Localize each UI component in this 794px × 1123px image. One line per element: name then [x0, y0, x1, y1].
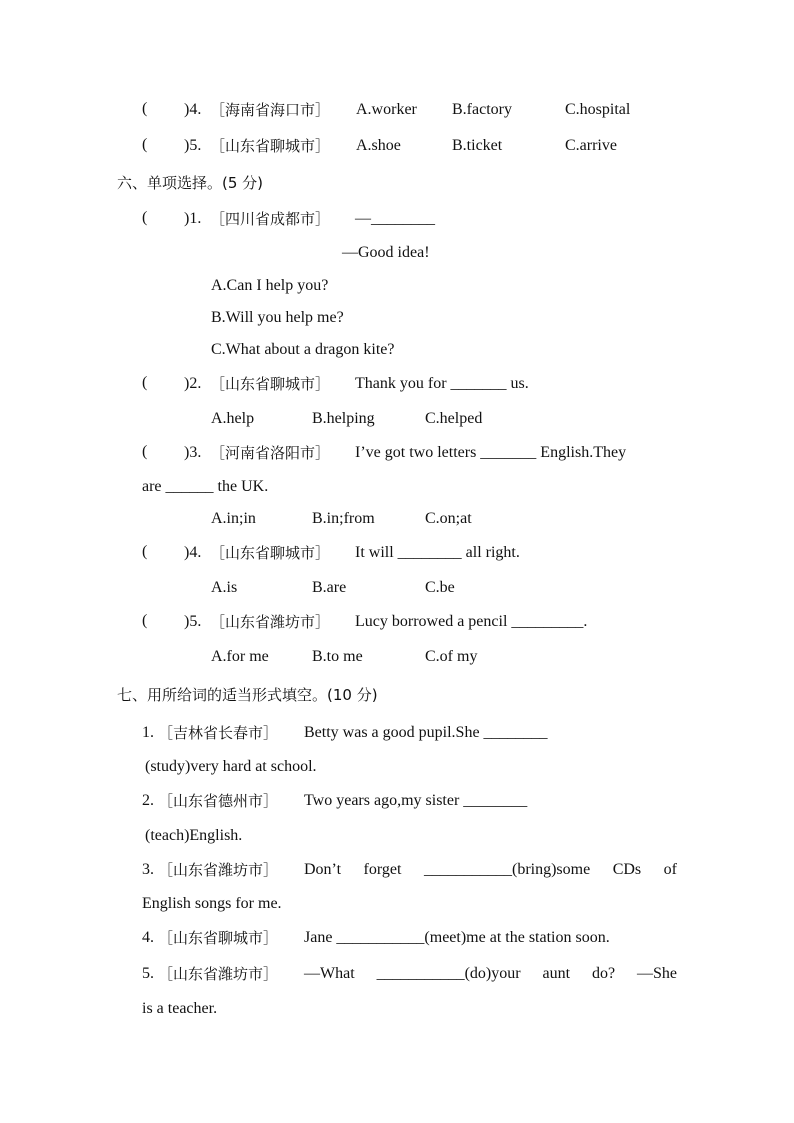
region-tag: ［海南省海口市］: [210, 101, 331, 119]
region-tag: ［四川省成都市］: [210, 210, 331, 228]
option-c: C.arrive: [565, 137, 617, 154]
item-text: Jane ___________(meet)me at the station soon.: [304, 929, 610, 946]
option-b: B.helping: [312, 410, 375, 427]
question-number: )1.: [184, 210, 202, 227]
question-number: )4.: [184, 101, 202, 118]
question-number: )3.: [184, 444, 202, 461]
option-a: A.Can I help you?: [211, 277, 329, 294]
option-a: A.shoe: [356, 137, 401, 154]
item-number: 2.: [142, 792, 154, 809]
item-text-continued: English songs for me.: [142, 895, 282, 912]
answer-paren: (: [142, 136, 148, 153]
item-text-continued: (study)very hard at school.: [145, 758, 317, 775]
option-c: C.helped: [425, 410, 483, 427]
option-c: C.What about a dragon kite?: [211, 341, 395, 358]
question-number: )4.: [184, 544, 202, 561]
item-number: 3.: [142, 861, 154, 878]
item-text-continued: (teach)English.: [145, 827, 243, 844]
region-tag: ［山东省德州市］: [158, 792, 279, 810]
region-tag: ［山东省聊城市］: [210, 137, 331, 155]
item-text: Don’t forget ___________(bring)some CDs of: [304, 861, 677, 878]
item-number: 5.: [142, 965, 154, 982]
option-c: C.be: [425, 579, 455, 596]
option-b: B.in;from: [312, 510, 375, 527]
item-text: Two years ago,my sister ________: [304, 792, 528, 809]
question-stem: Thank you for _______ us.: [355, 375, 529, 392]
option-b: B.Will you help me?: [211, 309, 344, 326]
question-number: )5.: [184, 613, 202, 630]
question-stem: I’ve got two letters _______ English.They: [355, 444, 627, 461]
question-number: )5.: [184, 137, 202, 154]
region-tag: ［山东省聊城市］: [210, 544, 331, 562]
item-text: —What ___________(do)your aunt do? —She: [304, 965, 677, 982]
region-tag: ［山东省聊城市］: [158, 929, 279, 947]
dialogue-reply: —Good idea!: [342, 244, 430, 261]
region-tag: ［山东省潍坊市］: [210, 613, 331, 631]
region-tag: ［山东省聊城市］: [210, 375, 331, 393]
option-b: B.factory: [452, 101, 512, 118]
region-tag: ［河南省洛阳市］: [210, 444, 331, 462]
item-number: 1.: [142, 724, 154, 741]
question-stem: It will ________ all right.: [355, 544, 520, 561]
item-text: Betty was a good pupil.She ________: [304, 724, 548, 741]
option-c: C.of my: [425, 648, 478, 665]
option-a: A.help: [211, 410, 255, 427]
answer-paren: (: [142, 209, 148, 226]
option-a: A.is: [211, 579, 238, 596]
section-heading: 七、用所给词的适当形式填空。(10 分): [117, 686, 378, 704]
option-a: A.in;in: [211, 510, 256, 527]
region-tag: ［山东省潍坊市］: [158, 965, 279, 983]
option-c: C.hospital: [565, 101, 631, 118]
question-number: )2.: [184, 375, 202, 392]
option-b: B.to me: [312, 648, 363, 665]
section-heading: 六、单项选择。(5 分): [117, 174, 264, 192]
option-c: C.on;at: [425, 510, 472, 527]
option-b: B.ticket: [452, 137, 503, 154]
answer-paren: (: [142, 374, 148, 391]
question-stem: —________: [355, 210, 435, 227]
answer-paren: (: [142, 443, 148, 460]
answer-paren: (: [142, 100, 148, 117]
option-a: A.for me: [211, 648, 269, 665]
region-tag: ［山东省潍坊市］: [158, 861, 279, 879]
answer-paren: (: [142, 612, 148, 629]
item-text-continued: is a teacher.: [142, 1000, 218, 1017]
region-tag: ［吉林省长春市］: [158, 724, 279, 742]
question-stem: Lucy borrowed a pencil _________.: [355, 613, 588, 630]
answer-paren: (: [142, 543, 148, 560]
question-stem-continued: are ______ the UK.: [142, 478, 269, 495]
option-b: B.are: [312, 579, 347, 596]
option-a: A.worker: [356, 101, 417, 118]
item-number: 4.: [142, 929, 154, 946]
